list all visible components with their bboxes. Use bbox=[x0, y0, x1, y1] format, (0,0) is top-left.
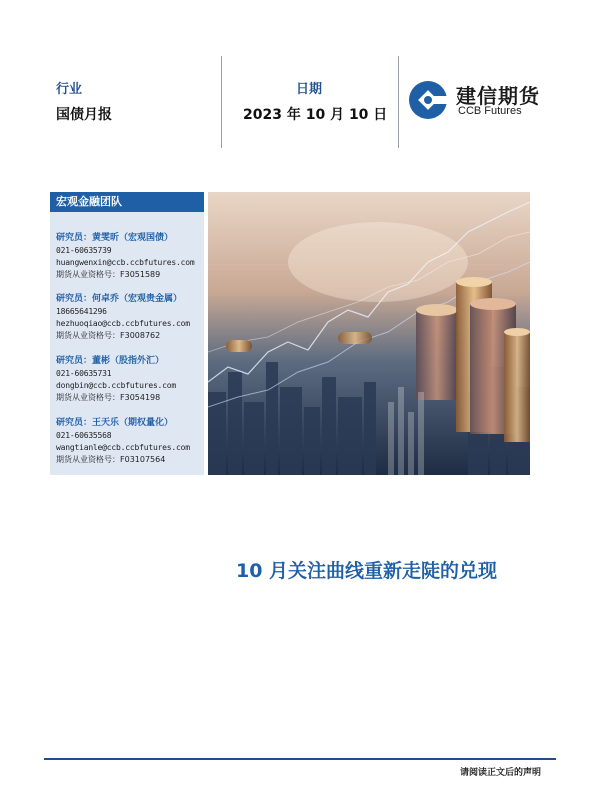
report-title: 10 月关注曲线重新走陡的兑现 bbox=[236, 560, 498, 582]
analyst-name: 研究员：董彬（股指外汇） bbox=[56, 356, 165, 366]
analyst-name: 研究员：黄雯昕（宏观国债） bbox=[56, 233, 174, 243]
analyst-email: wangtianle@ccb.ccbfutures.com bbox=[56, 443, 190, 452]
footer-disclaimer: 请阅读正文后的声明 bbox=[460, 768, 542, 778]
analyst-phone: 021-60635739 bbox=[56, 246, 112, 255]
analyst-phone: 021-60635731 bbox=[56, 369, 112, 378]
analyst-license: 期货从业资格号：F3054198 bbox=[56, 393, 161, 402]
analyst-card bbox=[56, 355, 206, 404]
analyst-email: huangwenxin@ccb.ccbfutures.com bbox=[56, 258, 195, 267]
cover-image bbox=[208, 192, 530, 475]
analyst-license: 期货从业资格号：F03107564 bbox=[56, 455, 166, 464]
analyst-card bbox=[56, 232, 206, 281]
analyst-license: 期货从业资格号：F3008762 bbox=[56, 331, 161, 340]
industry-value: 国债月报 bbox=[56, 107, 112, 123]
date-label: 日期 bbox=[296, 82, 323, 97]
analyst-email: hezhuoqiao@ccb.ccbfutures.com bbox=[56, 319, 190, 328]
analyst-name: 研究员：何卓乔（宏观贵金属） bbox=[56, 294, 183, 304]
analyst-card bbox=[56, 417, 206, 466]
analyst-license: 期货从业资格号：F3051589 bbox=[56, 270, 161, 279]
analyst-email: dongbin@ccb.ccbfutures.com bbox=[56, 381, 177, 390]
analyst-phone: 18665641296 bbox=[56, 307, 107, 316]
date-value: 2023 年 10 月 10 日 bbox=[243, 107, 388, 123]
team-title: 宏观金融团队 bbox=[50, 192, 204, 212]
industry-label: 行业 bbox=[56, 82, 83, 97]
analyst-name: 研究员：王天乐（期权量化） bbox=[56, 418, 174, 428]
logo-divider bbox=[398, 56, 399, 148]
analyst-phone: 021-60635568 bbox=[56, 431, 112, 440]
ccb-futures-logo-icon bbox=[408, 80, 448, 120]
header-divider bbox=[221, 56, 222, 148]
logo-name-en: CCB Futures bbox=[458, 105, 522, 117]
logo-name-cn: 建信期货 bbox=[456, 84, 540, 108]
footer-rule bbox=[44, 758, 556, 760]
analyst-card bbox=[56, 293, 206, 342]
